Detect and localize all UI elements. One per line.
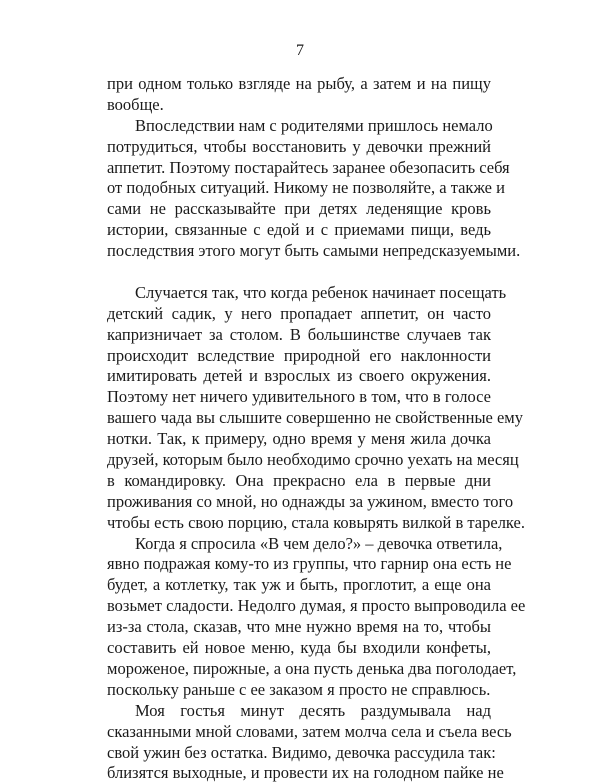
text-line: из-за стола, сказав, что мне нужно время на то, чтобы [107,617,491,637]
text-line: друзей, которым было необходимо срочно уехать на месяц [107,450,519,470]
text-line: детский садик, у него пропадает аппетит, он часто [107,303,491,323]
text-line: составить ей новое меню, куда бы входили конфеты, [107,638,491,658]
text-line: чтобы есть свою порцию, стала ковырять вилкой в тарелке. [107,512,525,532]
text-line: при одном только взгляде на рыбу, а затем и на пищу [107,74,491,93]
page-number: 7 [296,42,304,59]
paragraph [107,282,525,534]
body-text [107,74,526,784]
text-line: вашего чада вы слышите совершенно не свойственные ему [107,408,523,428]
text-line: проживания со мной, но однажды за ужином, вместо того [107,491,514,511]
text-line: аппетит. Поэтому постарайтесь заранее обезопасить себя [107,157,510,177]
text-line: близятся выходные, и провести их на голодном пайке не [107,763,504,783]
text-line: Когда я спросила «В чем дело?» – девочка ответила, [135,533,503,553]
text-line: потрудиться, чтобы восстановить у девочки прежний [107,136,491,156]
text-line: поскольку раньше с ее заказом я просто не справлюсь. [107,679,491,699]
paragraph [107,533,526,701]
text-line: нотки. Так, к примеру, одно время у меня жила дочка [107,429,491,449]
text-line: капризничает за столом. В большинстве случаев так [107,324,491,344]
paragraph [107,74,491,116]
text-line: последствия этого могут быть самыми непредсказуемыми. [107,241,521,261]
text-line: Впоследствии нам с родителями пришлось немало [135,115,493,135]
text-line: мороженое, пирожные, а она пусть денька два поголодает, [107,658,517,678]
text-line: свой ужин без остатка. Видимо, девочка рассудила так: [107,742,496,762]
text-line: истории, связанные с едой и с приемами пищи, ведь [107,220,491,240]
text-line: в командировку. Она прекрасно ела в первые дни [107,470,491,490]
text-line: Моя гостья минут десять раздумывала над [135,700,491,720]
text-line: сказанными мной словами, затем молча села и съела весь [107,721,512,741]
paragraph-gap [107,262,491,283]
text-line: будет, а котлетку, так уж и быть, проглотит, а еще она [107,575,491,595]
text-line: явно подражая кому-то из группы, что гарнир она есть не [107,554,512,574]
text-line: возьмет сладости. Недолго думая, я просто выпроводила ее [107,596,526,616]
text-line: сами не рассказывайте при детях леденящие кровь [107,199,491,219]
paragraph [107,700,512,784]
text-line: имитировать детей и взрослых из своего окружения. [107,366,491,386]
text-line: Случается так, что когда ребенок начинает посещать [135,282,507,302]
text-line: происходит вследствие природной его наклонности [107,345,491,365]
text-line: вообще. [107,94,164,114]
text-line: от подобных ситуаций. Никому не позволяйте, а также и [107,178,505,198]
paragraph [107,115,521,262]
text-line: Поэтому нет ничего удивительного в том, что в голосе [107,387,491,407]
